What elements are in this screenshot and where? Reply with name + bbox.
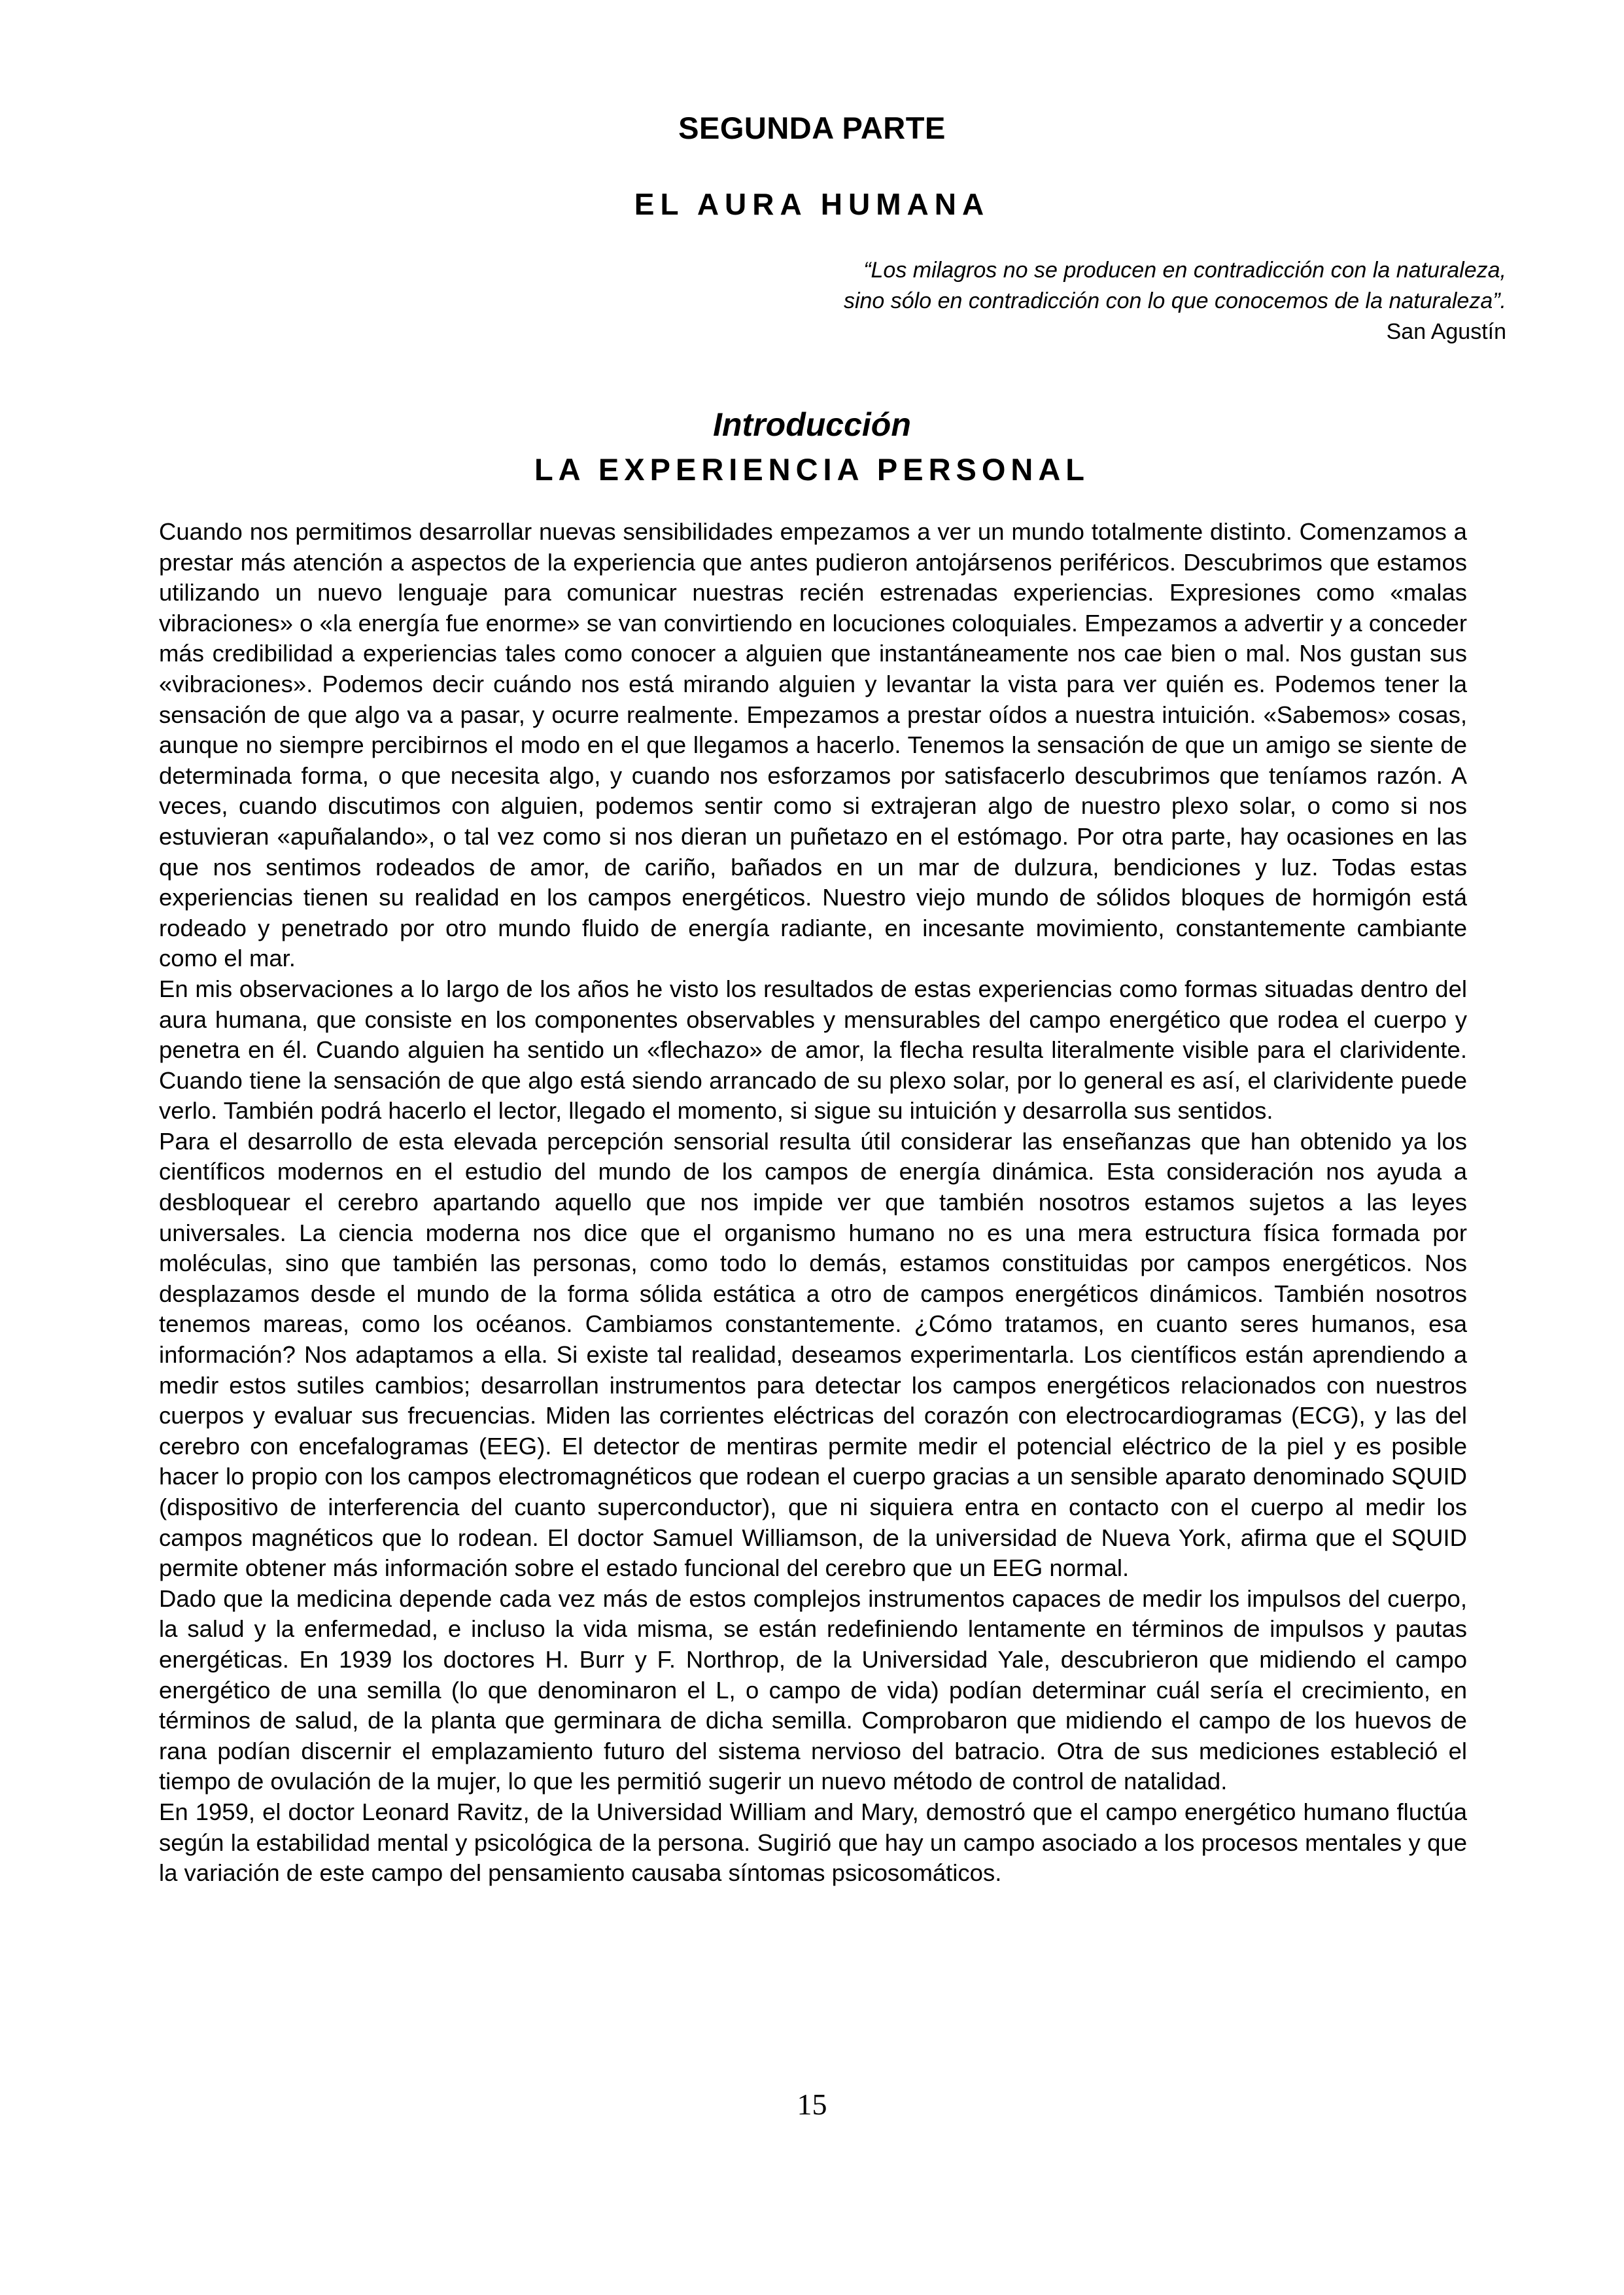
chapter-title: LA EXPERIENCIA PERSONAL: [534, 452, 1090, 487]
epigraph-line-1: “Los milagros no se producen en contradicción con la naturaleza,: [863, 258, 1506, 283]
epigraph-author: San Agustín: [1386, 319, 1506, 344]
body-text: [159, 517, 1467, 1889]
paragraph: Para el desarrollo de esta elevada percepción sensorial resulta útil considerar las enseñanzas que han obtenido ya los científicos modernos en el estudio del mundo de los campos de energía dinámica. Esta consideración nos ayuda a desbloquear el cerebro apartando aquello que nos impide ver que también nosotros estamos sujetos a las leyes universales. La ciencia moderna nos dice que el organismo humano no es una mera estructura física formada por moléculas, sino que también las personas, como todo lo demás, estamos constituidas por campos energéticos. Nos desplazamos desde el mundo de la forma sólida estática a otro de campos energéticos dinámicos. También nosotros tenemos mareas, como los océanos. Cambiamos constantemente. ¿Cómo tratamos, en cuanto seres humanos, esa información? Nos adaptamos a ella. Si existe tal realidad, deseamos experimentarla. Los científicos están aprendiendo a medir estos sutiles cambios; desarrollan instrumentos para detectar los campos energéticos relacionados con nuestros cuerpos y evaluar sus frecuencias. Miden las corrientes eléctricas del corazón con electrocardiogramas (ECG), y las del cerebro con encefalogramas (EEG). El detector de mentiras permite medir el potencial eléctrico de la piel y es posible hacer lo propio con los campos electromagnéticos que rodean el cuerpo gracias a un sensible aparato denominado SQUID (dispositivo de interferencia del cuanto superconductor), que ni siquiera entra en contacto con el cuerpo al medir los campos magnéticos que lo rodean. El doctor Samuel Williamson, de la universidad de Nueva York, afirma que el SQUID permite obtener más información sobre el estado funcional del cerebro que un EEG normal.: [159, 1127, 1467, 1582]
page-number: 15: [797, 2088, 827, 2121]
part-heading: SEGUNDA PARTE: [678, 111, 946, 145]
chapter-label: Introducción: [713, 406, 911, 443]
paragraph: En mis observaciones a lo largo de los años he visto los resultados de estas experiencias como formas situadas dentro del aura humana, que consiste en los componentes observables y mensurables del campo energético que rodea el cuerpo y penetra en él. Cuando alguien ha sentido un «flechazo» de amor, la flecha resulta literalmente visible para el clarividente. Cuando tiene la sensación de que algo está siendo arrancado de su plexo solar, por lo general es así, el clarividente puede verlo. También podrá hacerlo el lector, llegado el momento, si sigue su intuición y desarrolla sus sentidos.: [159, 975, 1467, 1125]
epigraph-line-2: sino sólo en contradicción con lo que conocemos de la naturaleza”.: [843, 289, 1506, 313]
paragraph: Cuando nos permitimos desarrollar nuevas sensibilidades empezamos a ver un mundo totalmente distinto. Comenzamos a prestar más atención a aspectos de la experiencia que antes pudieron antojársenos periféricos. Descubrimos que estamos utilizando un nuevo lenguaje para comunicar nuestras recién estrenadas experiencias. Expresiones como «malas vibraciones» o «la energía fue enorme» se van convirtiendo en locuciones coloquiales. Empezamos a advertir y a conceder más credibilidad a experiencias tales como conocer a alguien que instantáneamente nos cae bien o mal. Nos gustan sus «vibraciones». Podemos decir cuándo nos está mirando alguien y levantar la vista para ver quién es. Podemos tener la sensación de que algo va a pasar, y ocurre realmente. Empezamos a prestar oídos a nuestra intuición. «Sabemos» cosas, aunque no siempre percibirnos el modo en el que llegamos a hacerlo. Tenemos la sensación de que un amigo se siente de determinada forma, o que necesita algo, y cuando nos esforzamos por satisfacerlo descubrimos que teníamos razón. A veces, cuando discutimos con alguien, podemos sentir como si extrajeran algo de nuestro plexo solar, o como si nos estuvieran «apuñalando», o tal vez como si nos dieran un puñetazo en el estómago. Por otra parte, hay ocasiones en las que nos sentimos rodeados de amor, de cariño, bañados en un mar de dulzura, bendiciones y luz. Todas estas experiencias tienen su realidad en los campos energéticos. Nuestro viejo mundo de sólidos bloques de hormigón está rodeado y penetrado por otro mundo fluido de energía radiante, en incesante movimiento, constantemente cambiante como el mar.: [159, 518, 1467, 972]
paragraph: Dado que la medicina depende cada vez más de estos complejos instrumentos capaces de medir los impulsos del cuerpo, la salud y la enfermedad, e incluso la vida misma, se están redefiniendo lentamente en términos de impulsos y pautas energéticas. En 1939 los doctores H. Burr y F. Northrop, de la Universidad Yale, descubrieron que midiendo el campo energético de una semilla (lo que denominaron el L, o campo de vida) podían determinar cuál sería el crecimiento, en términos de salud, de la planta que germinara de dicha semilla. Comprobaron que midiendo el campo de los huevos de rana podían discernir el emplazamiento futuro del sistema nervioso del batracio. Otra de sus mediciones estableció el tiempo de ovulación de la mujer, lo que les permitió sugerir un nuevo método de control de natalidad.: [159, 1585, 1467, 1795]
paragraph: En 1959, el doctor Leonard Ravitz, de la Universidad William and Mary, demostró que el campo energético humano fluctúa según la estabilidad mental y psicológica de la persona. Sugirió que hay un campo asociado a los procesos mentales y que la variación de este campo del pensamiento causaba síntomas psicosomáticos.: [159, 1798, 1467, 1887]
epigraph: [525, 255, 1506, 347]
section-title: EL AURA HUMANA: [634, 187, 990, 221]
